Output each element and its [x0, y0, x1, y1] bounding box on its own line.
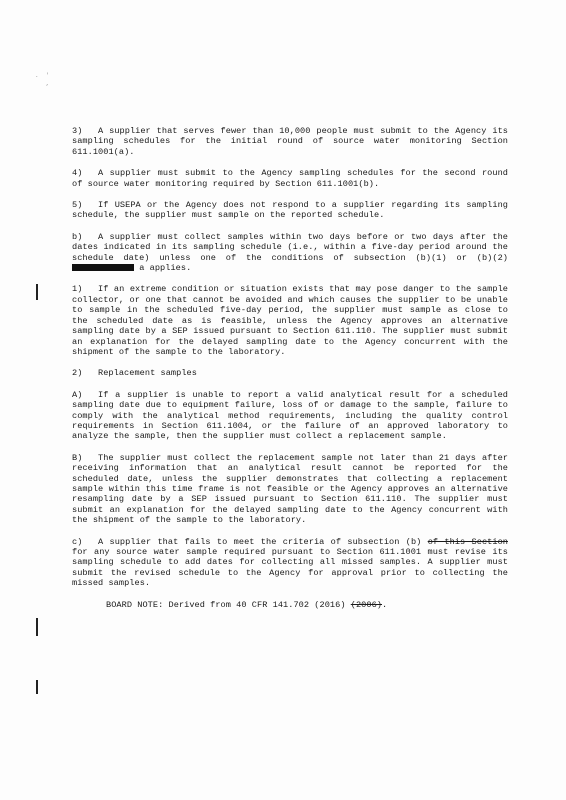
paragraph-label: 1) — [72, 284, 83, 295]
paragraph-b2-heading — [72, 368, 508, 378]
board-note-end: . — [382, 599, 388, 610]
paragraph-A — [72, 390, 508, 442]
paragraph-label: b) — [72, 231, 83, 242]
paragraph-b — [72, 232, 508, 274]
section-heading: Replacement samples — [98, 368, 197, 379]
board-note — [72, 600, 508, 610]
paragraph-3 — [72, 126, 508, 157]
paragraph-label: B) — [72, 452, 83, 463]
paragraph-label: 3) — [72, 126, 83, 136]
paragraph-text: A supplier that fails to meet the criteria of subsection (b) — [98, 536, 422, 547]
paragraph-4 — [72, 168, 508, 189]
redaction-mark — [72, 264, 134, 271]
paragraph-label: 4) — [72, 168, 83, 179]
paragraph-B — [72, 453, 508, 526]
document-body — [72, 126, 508, 621]
paragraph-label: 2) — [72, 368, 83, 379]
paragraph-text: The supplier must collect the replacement sample not later than 21 days after receiving information that an analytical result cannot be reported for the scheduled date, unless the supplier demonstrates that collecting a replacement sample within this time frame is not feasible or the Agency approves an alternative resampling date by a SEP issued pursuant to Section 611.110. The supplier must submit an explanation for the delayed sampling date to the Agency concurrent with the shipment of the sample to the laboratory. — [72, 452, 508, 526]
revision-bar — [36, 284, 38, 300]
revision-bar — [36, 680, 38, 694]
paragraph-label: 5) — [72, 200, 83, 211]
board-note-struck: (2006) — [350, 599, 382, 610]
paragraph-text: If a supplier is unable to report a valid analytical result for a scheduled sampling date due to equipment failure, loss of or damage to the sample, failure to comply with the analytical method requirements, including the quality control requirements in Section 611.1004, or the failure of an approved laboratory to analyze the sample, then the supplier must collect a replacement sample. — [72, 389, 508, 442]
paragraph-5 — [72, 200, 508, 221]
paragraph-text-end: for any source water sample required pursuant to Section 611.1001 must revise its sampling schedule to add dates for collecting all missed samples. A supplier must submit the revised schedule to the Agency for approval prior to collecting the missed samples. — [72, 547, 508, 589]
paragraph-text: A supplier that serves fewer than 10,000 people must submit to the Agency its sampling schedules for the initial round of source water monitoring Section 611.1001(a). — [72, 126, 508, 157]
paragraph-label: A) — [72, 389, 83, 400]
paragraph-c — [72, 537, 508, 589]
struck-text: of this Section — [427, 536, 508, 547]
scan-specks: . ' , — [35, 72, 50, 87]
paragraph-text: If an extreme condition or situation exists that may pose danger to the sample collector, or one that cannot be avoided and which causes the supplier to be unable to sample in the scheduled five-day period, the supplier must sample as close to the scheduled date as is feasible, unless the Agency approves an alternative sampling date by a SEP issued pursuant to Section 611.110. The supplier must submit an explanation for the delayed sampling date to the Agency concurrent with the shipment of the sample to the laboratory. — [72, 284, 508, 357]
paragraph-text: A supplier must collect samples within two days before or two days after the dates indicated in its sampling schedule (i.e., within a five-day period around the schedule date) unless one of the conditions of subsection (b)(1) or (b)(2) — [72, 231, 508, 263]
revision-bar — [36, 618, 38, 636]
paragraph-label: c) — [72, 536, 83, 547]
paragraph-text: A supplier must submit to the Agency sampling schedules for the second round of source water monitoring required by Section 611.1001(b). — [72, 168, 508, 189]
paragraph-b1 — [72, 284, 508, 357]
board-note-text: BOARD NOTE: Derived from 40 CFR 141.702 (2016) — [106, 599, 346, 610]
paragraph-text-end: a applies. — [139, 263, 192, 274]
paragraph-text: If USEPA or the Agency does not respond to a supplier regarding its sampling schedule, the supplier must sample on the reported schedule. — [72, 200, 508, 221]
